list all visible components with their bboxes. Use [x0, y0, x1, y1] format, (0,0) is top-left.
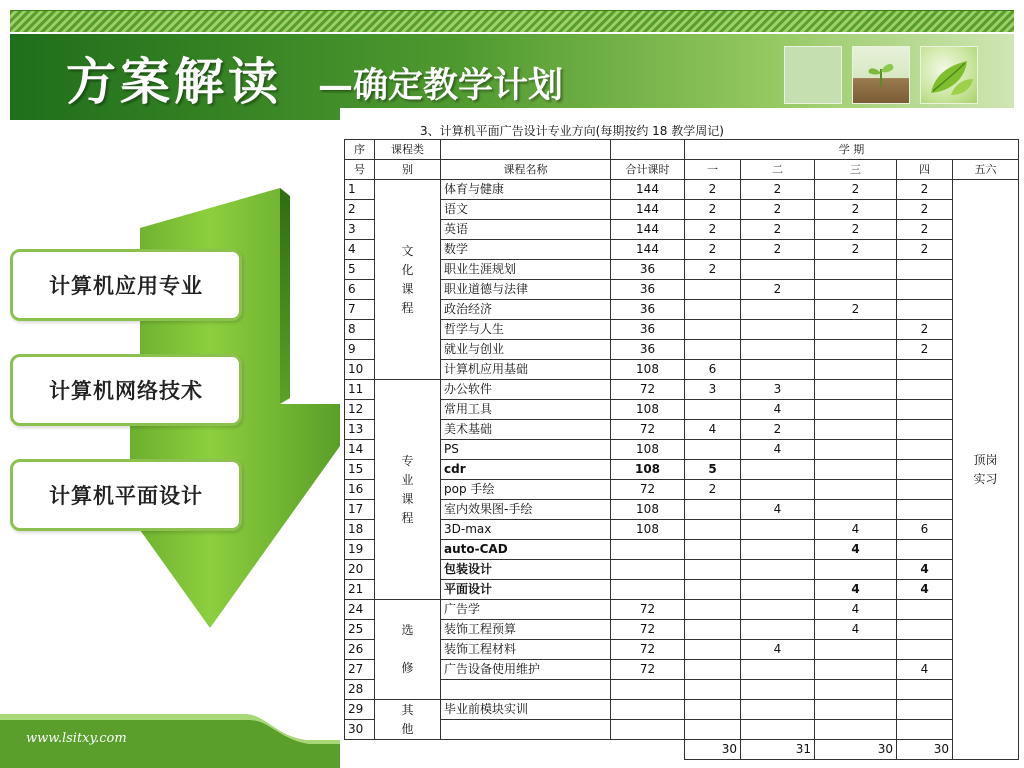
- semester-s1-hours: [685, 680, 741, 700]
- course-name: 计算机应用基础: [441, 360, 611, 380]
- semester-s2-hours: 4: [741, 640, 815, 660]
- semester-s3-hours: [815, 660, 897, 680]
- semester-s2-hours: 2: [741, 420, 815, 440]
- semester-s1-hours: [685, 500, 741, 520]
- group-elective: 选 修: [375, 600, 441, 700]
- course-hours: 108: [611, 460, 685, 480]
- table-caption: 3、计算机平面广告设计专业方向(每期按约 18 教学周记): [420, 124, 724, 138]
- semester-s3-hours: [815, 420, 897, 440]
- semester-s4-hours: 2: [897, 240, 953, 260]
- semester-s2-hours: [741, 460, 815, 480]
- semester-s2-hours: 2: [741, 200, 815, 220]
- course-hours: 36: [611, 280, 685, 300]
- semester-s2-hours: [741, 680, 815, 700]
- row-number: 20: [345, 560, 375, 580]
- row-number: 18: [345, 520, 375, 540]
- semester-s4-hours: [897, 720, 953, 740]
- course-name: 就业与创业: [441, 340, 611, 360]
- semester-s3-hours: [815, 340, 897, 360]
- semester-s3-hours: [815, 640, 897, 660]
- semester-s2-hours: [741, 560, 815, 580]
- row-number: 1: [345, 180, 375, 200]
- semester-s4-hours: [897, 600, 953, 620]
- semester-s2-hours: [741, 340, 815, 360]
- course-hours: 144: [611, 180, 685, 200]
- semester-s3-hours: 4: [815, 600, 897, 620]
- semester-s4-hours: [897, 640, 953, 660]
- table-row: [345, 180, 1019, 200]
- semester-s2-hours: [741, 660, 815, 680]
- semester-s4-hours: 4: [897, 580, 953, 600]
- semester-s4-hours: 2: [897, 220, 953, 240]
- row-number: 4: [345, 240, 375, 260]
- row-number: 11: [345, 380, 375, 400]
- row-number: 14: [345, 440, 375, 460]
- table-row: [345, 420, 1019, 440]
- table-row: [345, 360, 1019, 380]
- table-row: [345, 380, 1019, 400]
- semester-s2-hours: [741, 360, 815, 380]
- semester-s2-hours: [741, 300, 815, 320]
- semester-s1-hours: [685, 600, 741, 620]
- semester-s4-hours: 2: [897, 200, 953, 220]
- semester-s4-hours: 2: [897, 180, 953, 200]
- course-name: 平面设计: [441, 580, 611, 600]
- course-hours: [611, 680, 685, 700]
- label-computer-application: 计算机应用专业: [10, 249, 242, 321]
- header-s2: 二: [741, 160, 815, 180]
- semester-s4-hours: 4: [897, 560, 953, 580]
- course-name: 室内效果图-手绘: [441, 500, 611, 520]
- table-row: [345, 440, 1019, 460]
- total-s2: 31: [741, 740, 815, 760]
- course-hours: 144: [611, 220, 685, 240]
- course-name: 哲学与人生: [441, 320, 611, 340]
- table-row: [345, 300, 1019, 320]
- label-computer-network: 计算机网络技术: [10, 354, 242, 426]
- course-hours: 72: [611, 380, 685, 400]
- row-number: 26: [345, 640, 375, 660]
- course-hours: [611, 560, 685, 580]
- totals-row: [345, 740, 1019, 760]
- header-hours: 合计课时: [611, 160, 685, 180]
- course-hours: 108: [611, 440, 685, 460]
- table-row: [345, 220, 1019, 240]
- semester-s2-hours: 4: [741, 400, 815, 420]
- row-number: 7: [345, 300, 375, 320]
- course-hours: [611, 700, 685, 720]
- semester-s4-hours: [897, 360, 953, 380]
- course-name: PS: [441, 440, 611, 460]
- course-hours: 36: [611, 300, 685, 320]
- course-name: 数学: [441, 240, 611, 260]
- semester-s1-hours: 4: [685, 420, 741, 440]
- semester-s2-hours: [741, 520, 815, 540]
- header-course-name: 课程名称: [441, 160, 611, 180]
- row-number: 21: [345, 580, 375, 600]
- semester-s2-hours: [741, 720, 815, 740]
- semester-s3-hours: [815, 680, 897, 700]
- course-name: cdr: [441, 460, 611, 480]
- row-number: 28: [345, 680, 375, 700]
- semester-s4-hours: [897, 440, 953, 460]
- course-hours: 144: [611, 240, 685, 260]
- row-number: 3: [345, 220, 375, 240]
- course-name: 3D-max: [441, 520, 611, 540]
- semester-s1-hours: [685, 440, 741, 460]
- header-seq: 序: [345, 140, 375, 160]
- semester-s3-hours: [815, 360, 897, 380]
- course-name: 美术基础: [441, 420, 611, 440]
- semester-s4-hours: [897, 540, 953, 560]
- course-hours: 72: [611, 640, 685, 660]
- group-culture: 文 化 课 程: [375, 180, 441, 380]
- row-number: 2: [345, 200, 375, 220]
- semester-s4-hours: [897, 400, 953, 420]
- row-number: 15: [345, 460, 375, 480]
- semester-s3-hours: [815, 720, 897, 740]
- header-s56: 五六: [953, 160, 1019, 180]
- semester-s4-hours: [897, 460, 953, 480]
- table-row: [345, 700, 1019, 720]
- group-other: 其 他: [375, 700, 441, 740]
- semester-s3-hours: 4: [815, 540, 897, 560]
- table-row: [345, 600, 1019, 620]
- row-number: 25: [345, 620, 375, 640]
- semester-s1-hours: [685, 640, 741, 660]
- row-number: 30: [345, 720, 375, 740]
- course-name: 语文: [441, 200, 611, 220]
- total-s4: 30: [897, 740, 953, 760]
- semester-s3-hours: [815, 500, 897, 520]
- row-number: 13: [345, 420, 375, 440]
- semester-s2-hours: [741, 620, 815, 640]
- sprout-image: [852, 46, 910, 104]
- table-row: [345, 340, 1019, 360]
- semester-s1-hours: [685, 540, 741, 560]
- semester-s2-hours: [741, 580, 815, 600]
- semester-s2-hours: [741, 540, 815, 560]
- table-row: [345, 240, 1019, 260]
- semester-s2-hours: [741, 700, 815, 720]
- header-category: 课程类: [375, 140, 441, 160]
- semester-s4-hours: 6: [897, 520, 953, 540]
- semester-s3-hours: 2: [815, 240, 897, 260]
- semester-s1-hours: [685, 700, 741, 720]
- semester-s3-hours: [815, 400, 897, 420]
- course-name: 英语: [441, 220, 611, 240]
- semester-s2-hours: [741, 480, 815, 500]
- semester-s4-hours: 2: [897, 340, 953, 360]
- course-hours: 108: [611, 500, 685, 520]
- semester-s1-hours: 2: [685, 220, 741, 240]
- table-row: [345, 400, 1019, 420]
- semester-s1-hours: 2: [685, 180, 741, 200]
- row-number: 27: [345, 660, 375, 680]
- table-row: [345, 460, 1019, 480]
- semester-s4-hours: [897, 500, 953, 520]
- course-name: 广告学: [441, 600, 611, 620]
- semester-s1-hours: [685, 300, 741, 320]
- course-hours: 108: [611, 360, 685, 380]
- semester-s1-hours: 2: [685, 200, 741, 220]
- semester-s3-hours: 4: [815, 580, 897, 600]
- semester-s3-hours: 2: [815, 300, 897, 320]
- course-name: 包装设计: [441, 560, 611, 580]
- semester-s1-hours: [685, 280, 741, 300]
- course-hours: [611, 540, 685, 560]
- row-number: 9: [345, 340, 375, 360]
- course-name: auto-CAD: [441, 540, 611, 560]
- semester-s1-hours: [685, 560, 741, 580]
- semester-s4-hours: [897, 480, 953, 500]
- semester-s3-hours: [815, 280, 897, 300]
- semester-s4-hours: [897, 420, 953, 440]
- row-number: 12: [345, 400, 375, 420]
- semester-s1-hours: [685, 520, 741, 540]
- semester-s3-hours: [815, 460, 897, 480]
- totals-blank: [345, 740, 685, 760]
- semester-s4-hours: [897, 300, 953, 320]
- header-s4: 四: [897, 160, 953, 180]
- row-number: 5: [345, 260, 375, 280]
- table-row: [345, 500, 1019, 520]
- semester-s4-hours: 4: [897, 660, 953, 680]
- semester-s3-hours: [815, 260, 897, 280]
- label-graphic-design: 计算机平面设计: [10, 459, 242, 531]
- semester-s2-hours: [741, 600, 815, 620]
- semester-s1-hours: [685, 340, 741, 360]
- semester-s2-hours: 2: [741, 240, 815, 260]
- table-row: [345, 720, 1019, 740]
- course-hours: [611, 580, 685, 600]
- semester-s3-hours: [815, 380, 897, 400]
- semester-s3-hours: 2: [815, 200, 897, 220]
- header-semester: 学 期: [685, 140, 1019, 160]
- table-row: [345, 320, 1019, 340]
- course-name: 装饰工程材料: [441, 640, 611, 660]
- slide-title: 方案解读: [66, 52, 282, 111]
- semester-s1-hours: [685, 580, 741, 600]
- course-name: 体育与健康: [441, 180, 611, 200]
- semester-s2-hours: 2: [741, 220, 815, 240]
- semester-s2-hours: 2: [741, 280, 815, 300]
- semester-s3-hours: [815, 440, 897, 460]
- course-name: 毕业前模块实训: [441, 700, 611, 720]
- course-hours: 144: [611, 200, 685, 220]
- semester-s1-hours: 2: [685, 240, 741, 260]
- table-row: [345, 540, 1019, 560]
- course-hours: 36: [611, 320, 685, 340]
- semester-s4-hours: [897, 680, 953, 700]
- semester-s3-hours: 2: [815, 220, 897, 240]
- row-number: 8: [345, 320, 375, 340]
- semester-s2-hours: [741, 260, 815, 280]
- row-number: 29: [345, 700, 375, 720]
- course-hours: 108: [611, 520, 685, 540]
- semester-s4-hours: [897, 620, 953, 640]
- semester-s3-hours: 4: [815, 620, 897, 640]
- course-name: 政治经济: [441, 300, 611, 320]
- semester-s1-hours: [685, 620, 741, 640]
- course-name: [441, 720, 611, 740]
- row-number: 10: [345, 360, 375, 380]
- table-row: [345, 580, 1019, 600]
- table-row: [345, 680, 1019, 700]
- semester-s1-hours: 6: [685, 360, 741, 380]
- semester-s3-hours: [815, 560, 897, 580]
- semester-s4-hours: [897, 280, 953, 300]
- semester-s2-hours: 3: [741, 380, 815, 400]
- semester-s2-hours: 4: [741, 500, 815, 520]
- table-row: [345, 480, 1019, 500]
- course-hours: 36: [611, 260, 685, 280]
- course-name: pop 手绘: [441, 480, 611, 500]
- course-name: 常用工具: [441, 400, 611, 420]
- semester-s3-hours: 2: [815, 180, 897, 200]
- row-number: 6: [345, 280, 375, 300]
- green-tile-image: [784, 46, 842, 104]
- semester-s1-hours: [685, 400, 741, 420]
- table-row: [345, 660, 1019, 680]
- header-s3: 三: [815, 160, 897, 180]
- course-name: 广告设备使用维护: [441, 660, 611, 680]
- semester-s2-hours: 2: [741, 180, 815, 200]
- course-hours: [611, 720, 685, 740]
- semester-s2-hours: [741, 320, 815, 340]
- course-hours: 36: [611, 340, 685, 360]
- header-seq-2: 号: [345, 160, 375, 180]
- semester-s1-hours: [685, 320, 741, 340]
- table-row: [345, 560, 1019, 580]
- group-major: 专 业 课 程: [375, 380, 441, 600]
- total-s3: 30: [815, 740, 897, 760]
- semester-s3-hours: 4: [815, 520, 897, 540]
- table-row: [345, 520, 1019, 540]
- footer-url: www.lsitxy.com: [26, 731, 127, 746]
- course-name: [441, 680, 611, 700]
- header-category-2: 别: [375, 160, 441, 180]
- semester-s4-hours: 2: [897, 320, 953, 340]
- teaching-plan-table: [344, 139, 1019, 760]
- total-s1: 30: [685, 740, 741, 760]
- course-hours: 72: [611, 600, 685, 620]
- semester-s3-hours: [815, 320, 897, 340]
- slide-subtitle: —确定教学计划: [318, 65, 564, 106]
- semester-s4-hours: [897, 260, 953, 280]
- table-row: [345, 260, 1019, 280]
- course-name: 办公软件: [441, 380, 611, 400]
- course-name: 职业道德与法律: [441, 280, 611, 300]
- row-number: 17: [345, 500, 375, 520]
- internship-cell: 顶岗 实习: [953, 180, 1019, 760]
- semester-s2-hours: 4: [741, 440, 815, 460]
- table-row: [345, 620, 1019, 640]
- course-hours: 72: [611, 480, 685, 500]
- semester-s4-hours: [897, 380, 953, 400]
- course-name: 职业生涯规划: [441, 260, 611, 280]
- course-hours: 72: [611, 660, 685, 680]
- semester-s3-hours: [815, 480, 897, 500]
- semester-s1-hours: 2: [685, 260, 741, 280]
- header-s1: 一: [685, 160, 741, 180]
- row-number: 24: [345, 600, 375, 620]
- semester-s1-hours: 3: [685, 380, 741, 400]
- table-row: [345, 640, 1019, 660]
- course-hours: 72: [611, 420, 685, 440]
- course-name: 装饰工程预算: [441, 620, 611, 640]
- semester-s3-hours: [815, 700, 897, 720]
- semester-s4-hours: [897, 700, 953, 720]
- row-number: 16: [345, 480, 375, 500]
- semester-s1-hours: [685, 660, 741, 680]
- semester-s1-hours: 2: [685, 480, 741, 500]
- leaves-image: [920, 46, 978, 104]
- semester-s1-hours: 5: [685, 460, 741, 480]
- row-number: 19: [345, 540, 375, 560]
- semester-s1-hours: [685, 720, 741, 740]
- course-hours: 72: [611, 620, 685, 640]
- table-row: [345, 200, 1019, 220]
- table-row: [345, 280, 1019, 300]
- header-stripe: [10, 10, 1014, 32]
- course-hours: 108: [611, 400, 685, 420]
